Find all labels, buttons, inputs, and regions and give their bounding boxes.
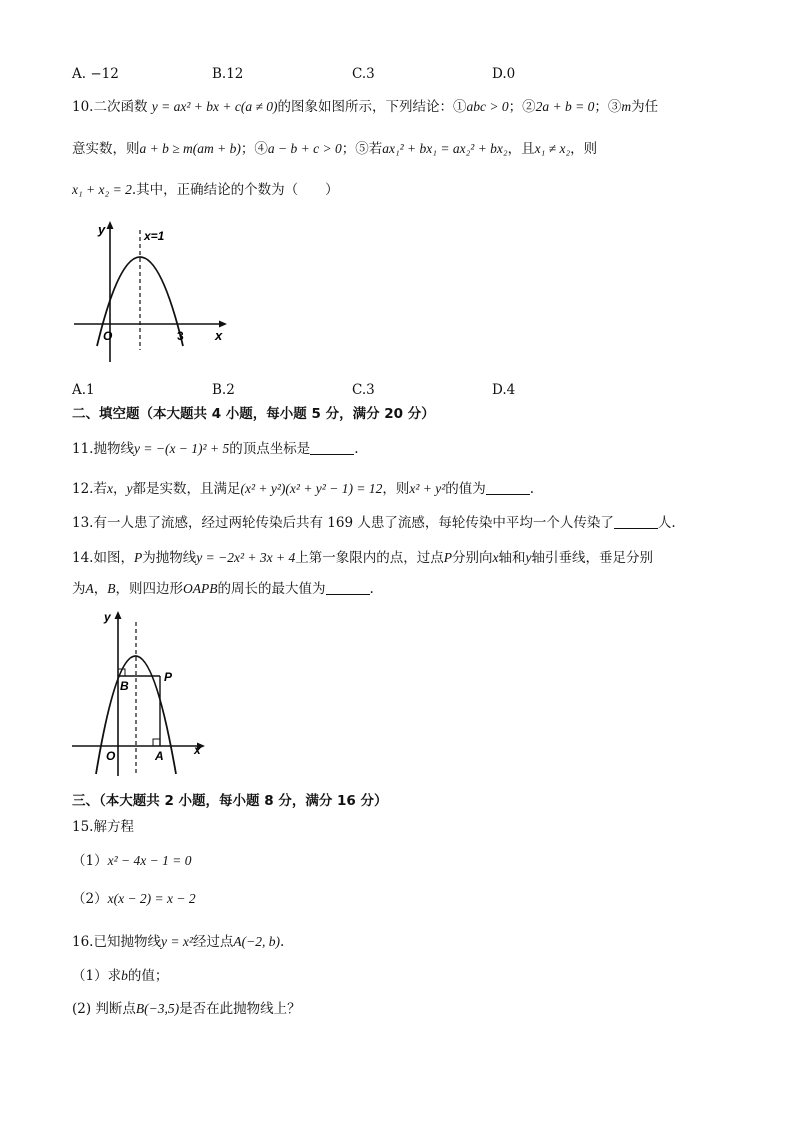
q10-condition: x₁ ≠ x₂ (534, 141, 571, 156)
q10-line2 (72, 140, 597, 158)
q16-part-1-text: （1）求 (72, 968, 122, 984)
q14-end: . (369, 581, 374, 597)
q16-text: 16.已知抛物线 (72, 934, 161, 950)
q14-parabola-figure (70, 606, 210, 778)
q14-point-p: P (443, 550, 452, 565)
q10-text: .其中，正确结论的个数为（ ） (131, 182, 339, 198)
q14-text: 为 (72, 581, 86, 597)
q15-part-1 (72, 852, 191, 870)
q10-line1 (72, 98, 658, 116)
q14-text: ，则四边形 (115, 581, 183, 597)
q11-text: 11.抛物线 (72, 441, 134, 457)
q16-end: . (280, 934, 285, 950)
q10-text: ；⑤若 (341, 141, 383, 157)
q10-conclusion-4: a − b + c > 0 (267, 141, 342, 156)
q10-origin-label: O (103, 329, 113, 343)
q14-text: 14.如图， (72, 550, 134, 566)
q11-end: . (354, 441, 359, 457)
q15-title: 15.解方程 (72, 819, 134, 835)
q9-option-a: A. −12 (72, 66, 119, 82)
q10-y-label: y (98, 222, 106, 237)
q11-text: 的顶点坐标是 (229, 441, 311, 457)
q10-text: 二次函数 (93, 99, 148, 115)
q16-point-b: B(−3,5) (135, 1001, 180, 1016)
q9-option-d: D.0 (492, 66, 516, 82)
q16-part-2 (72, 1000, 301, 1018)
q12-text: 12.若 (72, 481, 107, 497)
q12-expression: x² + y² (409, 481, 446, 496)
q12-end: . (529, 481, 535, 497)
q10-x-arrow (219, 321, 227, 328)
q10-text: 的图象如图所示，下列结论：① (277, 99, 467, 115)
q10-text: 意实数，则 (72, 141, 140, 157)
q10-y-arrow (107, 221, 114, 229)
q13-text: 13.有一人患了流感，经过两轮传染后共有 169 人患了流感，每轮传染中平均一个人传染了 (72, 515, 614, 531)
q10-conclusion-3: a + b ≥ m(am + b) (139, 141, 241, 156)
q10-x-label: x (215, 328, 223, 343)
q10-line3 (72, 181, 339, 199)
q10-option-c: C.3 (352, 382, 375, 398)
q11 (72, 440, 359, 458)
q10-text: ，则 (570, 141, 598, 157)
q10-text: 为任 (631, 99, 659, 115)
section-3-heading: 三、（本大题共 2 小题，每小题 8 分，满分 16 分） (72, 793, 388, 809)
q14-point-a: A (85, 581, 94, 596)
q14-y-label: y (104, 610, 111, 624)
q14-text: ， (93, 581, 108, 597)
q10-number: 10. (72, 99, 94, 115)
q10-option-b: B.2 (212, 382, 235, 398)
q14-var-x: x (492, 550, 499, 565)
q14-text: 的周长的最大值为 (217, 581, 326, 597)
q13-answer-blank (614, 515, 658, 529)
q14-b-label: B (120, 679, 129, 693)
q10-conclusion-1: abc > 0 (466, 99, 509, 114)
q12-text: ， (112, 481, 127, 497)
q13 (72, 514, 676, 532)
q14-line2 (72, 580, 374, 598)
q14-p-label: P (164, 670, 173, 684)
q12-text: 的值为 (445, 481, 486, 497)
q10-three-label: 3 (177, 329, 184, 343)
q15-part-1-label: （1） (72, 853, 108, 869)
q15-part-1-equation: x² − 4x − 1 = 0 (107, 853, 192, 868)
q14-point-p: P (133, 550, 143, 565)
q14-x-label: x (194, 743, 201, 757)
q10-sum-equation: x₁ + x₂ = 2 (72, 182, 132, 197)
q12-text: ，则 (382, 481, 410, 497)
q15-part-2-label: （2） (72, 891, 108, 907)
q10-text: ；② (508, 99, 536, 115)
q15-part-2 (72, 890, 196, 908)
q10-text: ；③ (594, 99, 622, 115)
q16 (72, 933, 284, 951)
q13-end: 人. (657, 515, 676, 531)
q12-var-x: x (106, 481, 113, 496)
q10-conclusion-5: ax₁² + bx₁ = ax₂² + bx₂ (382, 141, 508, 156)
q14-line1 (72, 549, 653, 567)
q16-text: 经过点 (192, 934, 234, 950)
q16-var-b: b (121, 968, 128, 983)
q10-option-d: D.4 (492, 382, 516, 398)
q14-text: 为抛物线 (142, 550, 197, 566)
q14-y-arrow (115, 611, 122, 619)
q16-part-1-text: 的值； (127, 968, 169, 984)
q12 (72, 480, 534, 498)
q9-option-c: C.3 (352, 66, 375, 82)
q15-part-2-equation: x(x − 2) = x − 2 (107, 891, 196, 906)
q16-equation: y = x² (160, 934, 193, 949)
q14-right-angle-a (153, 739, 160, 746)
q10-parabola-figure (70, 218, 232, 366)
q16-point-a: A(−2, b) (233, 934, 280, 949)
q14-quadrilateral: OAPB (183, 581, 218, 596)
q10-text: ；④ (240, 141, 268, 157)
q10-function: y = ax² + bx + c(a ≠ 0) (151, 99, 278, 114)
q14-text: 轴引垂线，垂足分别 (531, 550, 653, 566)
q10-option-a: A.1 (72, 382, 95, 398)
q12-var-y: y (126, 481, 133, 496)
q14-answer-blank (326, 581, 370, 595)
q14-var-y: y (525, 550, 532, 565)
q14-text: 上第一象限内的点，过点 (295, 550, 444, 566)
q10-axis-label: x=1 (144, 229, 165, 243)
q9-option-b: B.12 (212, 66, 244, 82)
q10-var-m: m (621, 99, 632, 114)
q14-point-b: B (107, 581, 116, 596)
q11-answer-blank (310, 441, 354, 455)
q14-text: 分别向 (451, 550, 493, 566)
section-2-heading: 二、填空题（本大题共 4 小题，每小题 5 分，满分 20 分） (72, 406, 435, 422)
q16-part-2-text: (2) 判断点 (72, 1001, 136, 1017)
q12-equation: (x² + y²)(x² + y² − 1) = 12 (240, 481, 383, 496)
q16-part-1 (72, 967, 168, 985)
q14-origin-label: O (106, 749, 116, 763)
q12-answer-blank (486, 481, 530, 495)
q12-text: 都是实数，且满足 (132, 481, 241, 497)
q10-conclusion-2: 2a + b = 0 (535, 99, 595, 114)
q14-text: 轴和 (498, 550, 526, 566)
q14-a-label: A (155, 749, 164, 763)
q16-part-2-text: 是否在此抛物线上？ (179, 1001, 301, 1017)
q14-equation: y = −2x² + 3x + 4 (196, 550, 296, 565)
q10-text: ，且 (507, 141, 535, 157)
q11-equation: y = −(x − 1)² + 5 (133, 441, 230, 456)
